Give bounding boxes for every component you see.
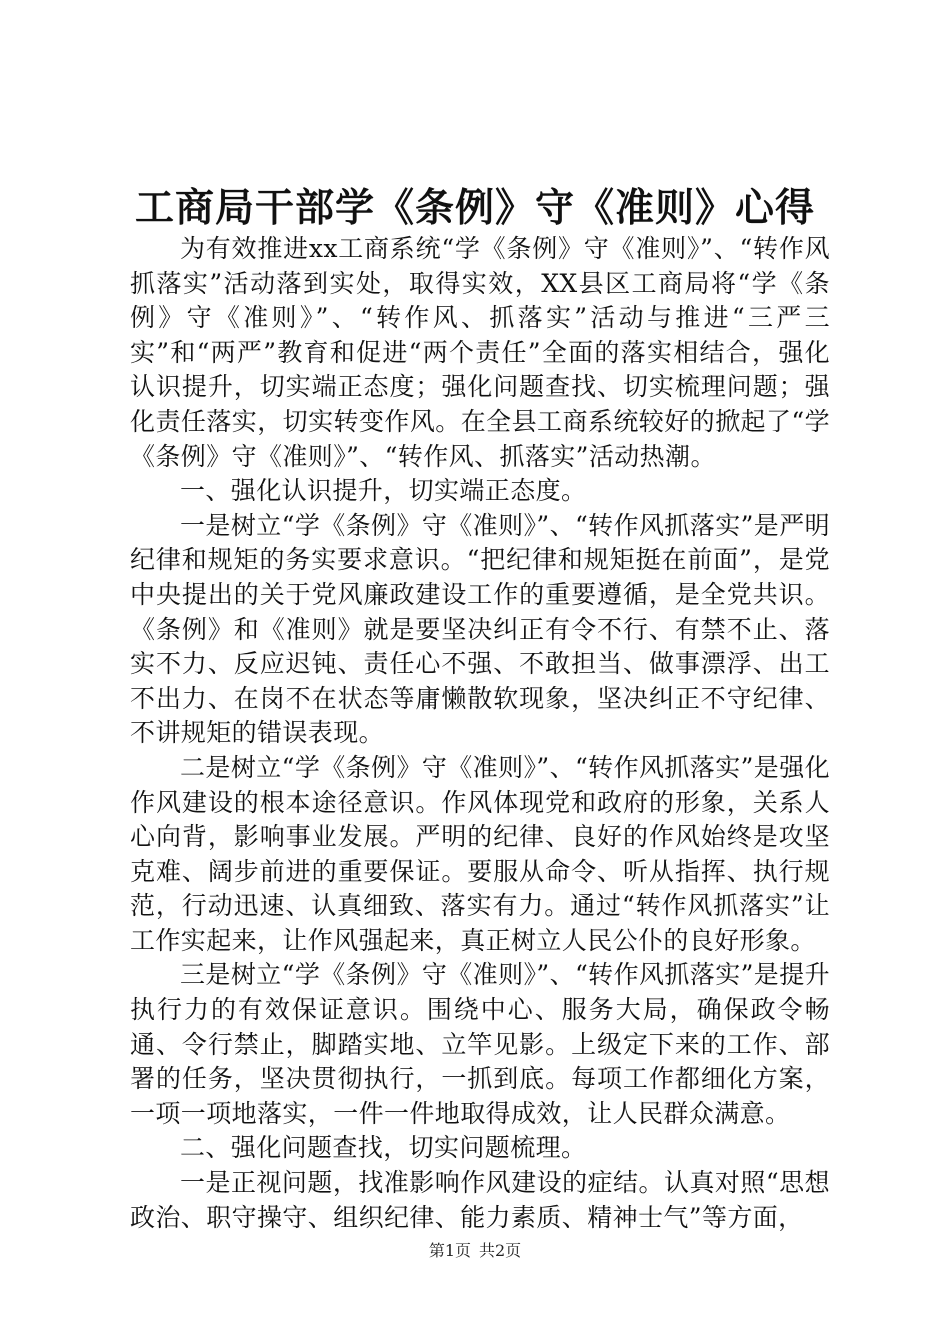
body-paragraph: 二是树立“学《条例》守《准则》”、“转作风抓落实”是强化作风建设的根本途径意识。作风体现党和政府的形象，关系人心向背，影响事业发展。严明的纪律、良好的作风始终是攻坚克难、阔步前进的重要保证。要服从命令、听从指挥、执行规范，行动迅速、认真细致、落实有力。通过“转作风抓落实”让工作实起来，让作风强起来，真正树立人民公仆的良好形象。 (130, 752, 830, 955)
intro-paragraph: 为有效推进xx工商系统“学《条例》守《准则》”、“转作风抓落实”活动落到实处，取得实效，XX县区工商局将“学《条例》守《准则》”、“转作风、抓落实”活动与推进“三严三实”和“两严”教育和促进“两个责任”全面的落实相结合，强化认识提升，切实端正态度；强化问题查找、切实梳理问题；强化责任落实，切实转变作风。在全县工商系统较好的掀起了“学《条例》守《准则》”、“转作风、抓落实”活动热潮。 (130, 234, 830, 471)
document-title: 工商局干部学《条例》守《准则》心得 (134, 186, 815, 231)
page-total: 共2页 (479, 1241, 522, 1260)
document-body (130, 232, 830, 1235)
page-footer (0, 1241, 950, 1261)
body-paragraph: 一是树立“学《条例》守《准则》”、“转作风抓落实”是严明纪律和规矩的务实要求意识。“把纪律和规矩挺在前面”，是党中央提出的关于党风廉政建设工作的重要遵循，是全党共识。《条例》和《准则》就是要坚决纠正有令不行、有禁不止、落实不力、反应迟钝、责任心不强、不敢担当、做事漂浮、出工不出力、在岗不在状态等庸懒散软现象，坚决纠正不守纪律、不讲规矩的错误表现。 (130, 510, 830, 748)
section-heading-1: 一、强化认识提升，切实端正态度。 (180, 476, 587, 506)
body-paragraph: 三是树立“学《条例》守《准则》”、“转作风抓落实”是提升执行力的有效保证意识。围绕中心、服务大局，确保政令畅通、令行禁止，脚踏实地、立竿见影。上级定下来的工作、部署的任务，坚决贯彻执行，一抓到底。每项工作都细化方案，一项一项地落实，一件一件地取得成效，让人民群众满意。 (130, 960, 830, 1128)
body-paragraph: 一是正视问题，找准影响作风建设的症结。认真对照“思想政治、职守操守、组织纪律、能力素质、精神士气”等方面， (130, 1168, 830, 1232)
section-heading-2: 二、强化问题查找，切实问题梳理。 (180, 1133, 587, 1163)
page-number: 第1页 (428, 1241, 471, 1260)
